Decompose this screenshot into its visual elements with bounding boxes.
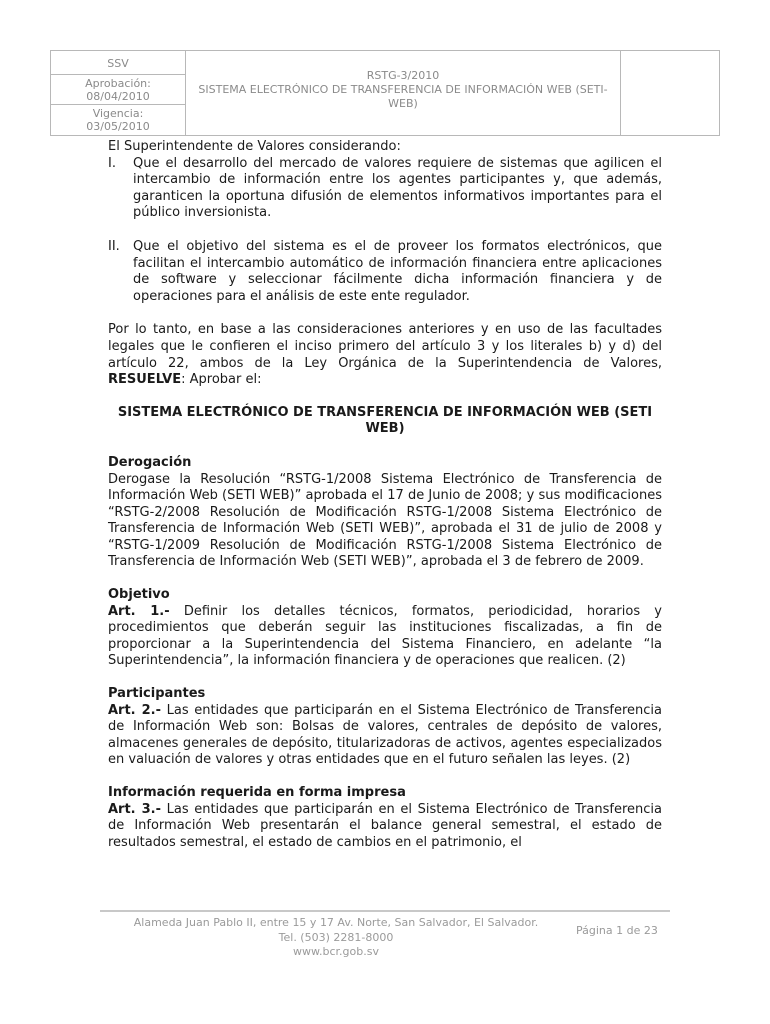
header-code: RSTG-3/2010 [366,69,440,82]
article-1-text: Definir los detalles técnicos, formatos, periodicidad, horarios y procedimientos que deberán seguir las instituciones fiscalizadas, a fin de proporcionar a la Superintendencia del Sistema Financiero, en adelante “la Superintendencia”, la información financiera y de operaciones que realicen. (2) [108,603,663,669]
header-title: SISTEMA ELECTRÓNICO DE TRANSFERENCIA DE INFORMACIÓN WEB (SETI-WEB) [198,83,608,110]
considerando-2-text: Que el objetivo del sistema es el de proveer los formatos electrónicos, que facilitan el intercambio automático de información financiera entre aplicaciones de software y seleccionar fácilmente dicha información financiera y de operaciones para el análisis de este ente regulador. [133,238,662,304]
objetivo-heading: Objetivo [108,587,170,603]
footer-phone: Tel. (503) 2281-8000 [278,930,394,944]
footer-address-block [120,916,552,960]
article-3 [108,802,662,852]
header-table [50,50,720,136]
article-2-text: Las entidades que participarán en el Sistema Electrónico de Transferencia de Información Web son: Bolsas de valores, centrales de depósito de valores, almacenes generales de depósito, titularizadoras de activos, agentes especializados en valuación de valores y otras entidades que en el futuro señalen las leyes. (2) [108,702,662,768]
article-2-label: Art. 2.- [108,702,162,718]
vigencia-label: Vigencia: [92,107,144,120]
page-number: Página 1 de 23 [576,924,658,937]
resolve-paragraph [108,322,662,388]
header-center [186,69,620,111]
considerando-2 [108,239,662,305]
participantes-heading: Participantes [108,686,206,702]
considerando-1 [108,156,662,222]
aprobacion-label: Aprobación: [85,77,151,90]
document-title: SISTEMA ELECTRÓNICO DE TRANSFERENCIA DE INFORMACIÓN WEB (SETI WEB) [117,404,653,437]
article-3-label: Art. 3.- [108,801,162,817]
aprobacion-date: 08/04/2010 [86,90,150,103]
body-content [108,139,662,851]
considerando-2-number: II. [108,238,120,254]
derogacion-text: Derogase la Resolución “RSTG-1/2008 Sistema Electrónico de Transferencia de Información Web (SETI WEB)” aprobada el 17 de Junio de 2008; y sus modificaciones “RSTG-2/2008 Resolución de Modificación RSTG-1/2008 Sistema Electrónico de Transferencia de Información Web (SETI WEB)”, aprobada el 31 de julio de 2008 y “RSTG-1/2009 Resolución de Modificación RSTG-1/2008 Sistema Electrónico de Transferencia de Información Web (SETI WEB)”, aprobada el 3 de febrero de 2009. [108,471,662,570]
footer-divider [100,910,670,912]
header-left-column [51,51,186,135]
article-1 [108,604,662,670]
article-3-text: Las entidades que participarán en el Sistema Electrónico de Transferencia de Información Web presentarán el balance general semestral, el estado de resultados semestral, el estado de cambios en el patrimonio, el [108,801,662,850]
derogacion-heading: Derogación [108,454,192,470]
footer-web: www.bcr.gob.sv [293,945,379,958]
resolve-tail: : Aprobar el: [181,372,262,388]
considerando-1-number: I. [108,155,116,171]
footer-address: Alameda Juan Pablo II, entre 15 y 17 Av. Norte, San Salvador, El Salvador. [133,916,539,929]
resolve-text: Por lo tanto, en base a las consideraciones anteriores y en uso de las facultades legales que le confieren el inciso primero del artículo 3 y los literales b) y d) del artículo 22, ambos de la Ley Orgánica de la Superintendencia de Valores, [108,322,662,371]
intro-text: El Superintendente de Valores considerando: [108,139,401,154]
resolve-bold: RESUELVE [108,372,182,388]
header-vigencia [51,105,185,135]
header-ssv: SSV [51,51,185,75]
vigencia-date: 03/05/2010 [86,120,150,133]
header-aprobacion [51,75,185,105]
header-right-blank [620,51,719,135]
article-1-label: Art. 1.- [108,603,170,619]
informacion-heading: Información requerida en forma impresa [108,785,406,800]
considerando-1-text: Que el desarrollo del mercado de valores requiere de sistemas que agilicen el intercambio de información entre los agentes participantes y, que además, garanticen la oportuna difusión de elementos informativos importantes para el público inversionista. [133,155,662,221]
article-2 [108,703,662,769]
